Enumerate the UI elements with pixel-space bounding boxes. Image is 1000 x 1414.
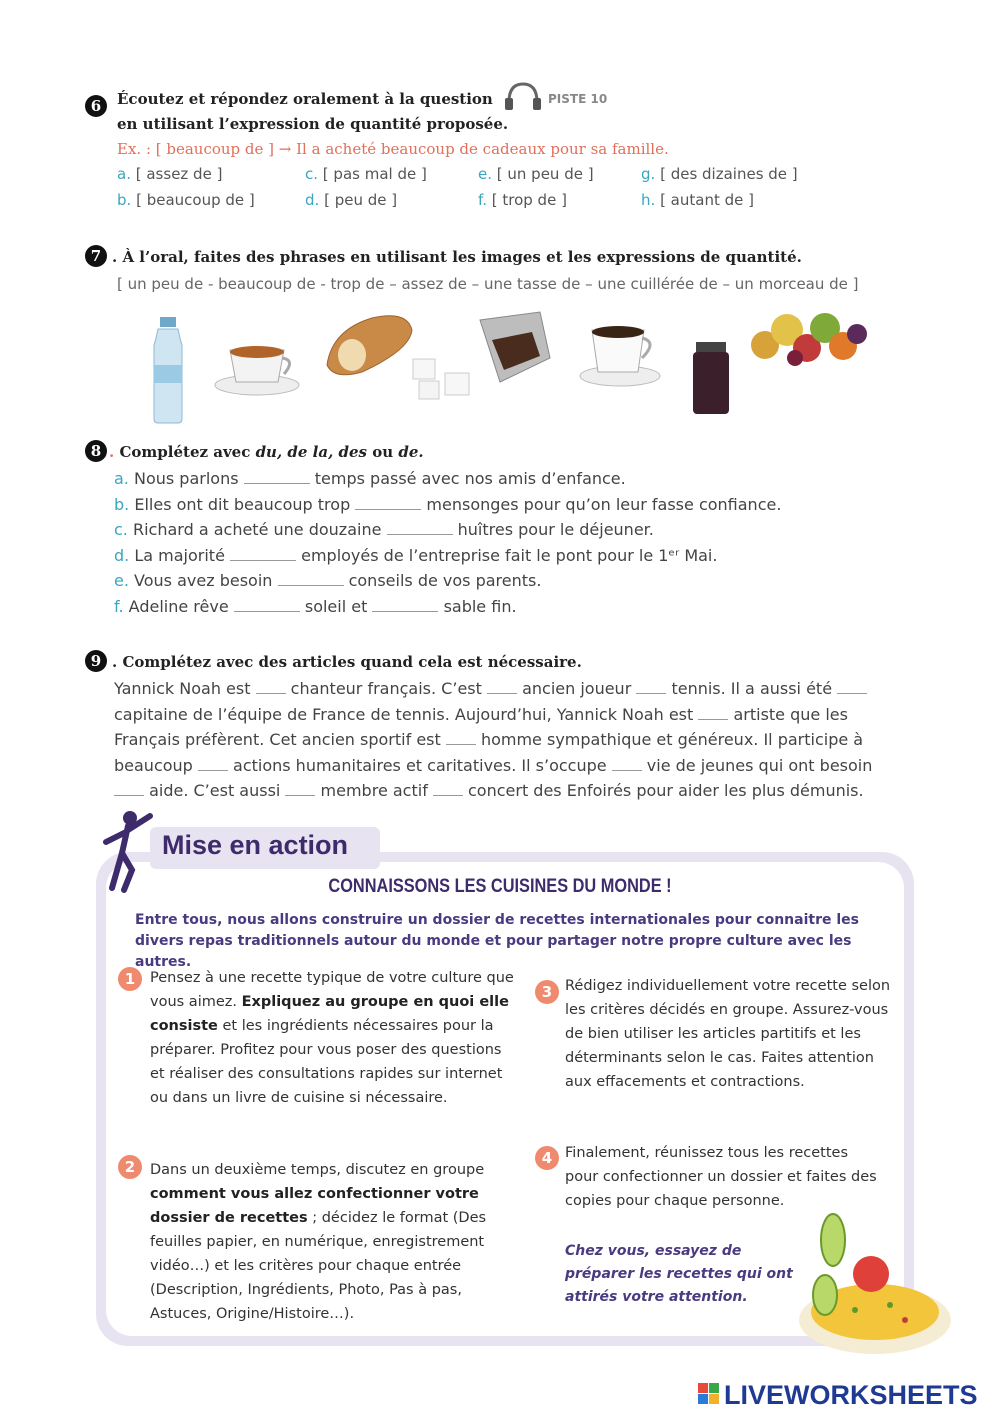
- blank-8f-2[interactable]: [372, 597, 438, 612]
- blank-9-3[interactable]: [636, 693, 666, 694]
- blank-8a[interactable]: [244, 469, 310, 484]
- step-3-text: Rédigez individuellement votre recette selon les critères décidés en groupe. Assurez-vous de bien utiliser les articles partitifs et les déterminants selon le cas. Faites attention aux effacements et contractions.: [565, 978, 891, 1090]
- blank-8c[interactable]: [387, 520, 453, 535]
- item-8a: a. Nous parlons temps passé avec nos amis d’enfance.: [114, 469, 626, 488]
- blank-9-4[interactable]: [837, 693, 867, 694]
- exercise-7-title: . À l’oral, faites des phrases en utilisant les images et les expressions de quantité.: [112, 248, 802, 266]
- blank-9-2[interactable]: [487, 693, 517, 694]
- mise-subtitle: CONNAISSONS LES CUISINES DU MONDE !: [328, 876, 672, 897]
- exercise-6-example: Ex. : [ beaucoup de ] → Il a acheté beaucoup de cadeaux pour sa famille.: [117, 140, 669, 158]
- option-d: d. [ peu de ]: [305, 191, 398, 209]
- blank-9-9[interactable]: [114, 795, 144, 796]
- fruits-icon: [745, 300, 870, 370]
- blank-9-6[interactable]: [446, 744, 476, 745]
- exercise-8-number: 8: [85, 440, 107, 462]
- step-4-badge: 4: [535, 1146, 559, 1170]
- headphones-icon: [503, 80, 543, 112]
- exercise-6-title-line2: en utilisant l’expression de quantité proposée.: [117, 115, 509, 133]
- jam-jar-icon: [690, 340, 732, 418]
- blank-9-11[interactable]: [433, 795, 463, 796]
- exercise-9-number: 9: [85, 650, 107, 672]
- option-h: h. [ autant de ]: [641, 191, 754, 209]
- step-1-badge: 1: [118, 967, 142, 991]
- exercise-9-text: Yannick Noah est chanteur français. C’est ancien joueur tennis. Il a aussi été capitaine de l’équipe de France de tennis. Aujourd’hui, Yannick Noah est artiste que les Français préfèrent. Cet ancien sportif est homme sympathique et généreux. Il participe à beaucoup actions humanitaires et caritatives. Il s’occupe vie de jeunes qui ont besoin aide. C’est aussi membre actif concert des Enfoirés pour aider les plus démunis.: [114, 679, 873, 800]
- option-b: b. [ beaucoup de ]: [117, 191, 255, 209]
- home-note: Chez vous, essayez de préparer les recettes qui ont attirés votre attention.: [565, 1243, 793, 1305]
- blank-9-8[interactable]: [612, 770, 642, 771]
- water-bottle-icon: [148, 315, 188, 425]
- item-8d: d. La majorité employés de l’entreprise fait le pont pour le 1ᵉʳ Mai.: [114, 546, 718, 565]
- option-c: c. [ pas mal de ]: [305, 165, 427, 183]
- mise-intro: Entre tous, nous allons construire un dossier de recettes internationales pour connaitre les divers repas traditionnels autour du monde et pour partager notre propre culture avec les autres.: [135, 912, 859, 970]
- option-a: a. [ assez de ]: [117, 165, 223, 183]
- item-8b: b. Elles ont dit beaucoup trop mensonges pour qu’on leur fasse confiance.: [114, 495, 782, 514]
- liveworksheets-logo-icon: [698, 1383, 720, 1405]
- chocolate-bar-icon: [470, 310, 555, 390]
- step-1-text: Pensez à une recette typique de votre culture que vous aimez. Expliquez au groupe en quoi elle consiste et les ingrédients nécessaires pour la préparer. Profitez pour vous poser des questions et réaliser des consultations rapides sur internet ou dans un livre de cuisine si nécessaire.: [150, 970, 514, 1106]
- coffee-cup-icon: [578, 320, 663, 390]
- food-plate-icon: [795, 1210, 955, 1360]
- item-8e: e. Vous avez besoin conseils de vos parents.: [114, 571, 542, 590]
- liveworksheets-brand[interactable]: LIVEWORKSHEETS: [724, 1380, 978, 1410]
- exercise-6-title-line1: Écoutez et répondez oralement à la question: [117, 90, 493, 108]
- exercise-8-title: . Complétez avec du, de la, des ou de.: [109, 443, 424, 461]
- step-3-badge: 3: [535, 980, 559, 1004]
- option-f: f. [ trop de ]: [478, 191, 567, 209]
- exercise-7-number: 7: [85, 245, 107, 267]
- item-8f: f. Adeline rêve soleil et sable fin.: [114, 597, 517, 616]
- step-2-badge: 2: [118, 1155, 142, 1179]
- bread-icon: [322, 310, 417, 380]
- item-8c: c. Richard a acheté une douzaine huîtres pour le déjeuner.: [114, 520, 654, 539]
- blank-9-7[interactable]: [198, 770, 228, 771]
- sugar-cubes-icon: [405, 355, 480, 405]
- blank-8e[interactable]: [278, 571, 344, 586]
- blank-8f-1[interactable]: [234, 597, 300, 612]
- blank-8d[interactable]: [230, 546, 296, 561]
- blank-9-5[interactable]: [698, 719, 728, 720]
- option-g: g. [ des dizaines de ]: [641, 165, 798, 183]
- tea-cup-icon: [212, 330, 302, 400]
- exercise-6-number: 6: [85, 95, 107, 117]
- option-e: e. [ un peu de ]: [478, 165, 594, 183]
- step-4-text: Finalement, réunissez tous les recettes pour confectionner un dossier et faites des copies pour chaque personne.: [565, 1145, 877, 1209]
- blank-8b[interactable]: [355, 495, 421, 510]
- mise-en-action-title: Mise en action: [162, 830, 349, 860]
- blank-9-10[interactable]: [285, 795, 315, 796]
- blank-9-1[interactable]: [256, 693, 286, 694]
- step-2-text: Dans un deuxième temps, discutez en groupe comment vous allez confectionner votre dossier de recettes ; décidez le format (Des feuilles papier, en numérique, enregistrement vidéo…) et les critères pour chaque entrée (Description, Ingrédients, Photo, Pas à pas, Astuces, Origine/Histoire…).: [150, 1162, 487, 1322]
- exercise-7-expressions: [ un peu de - beaucoup de - trop de – assez de – une tasse de – une cuillérée de – un morceau de ]: [117, 275, 859, 293]
- exercise-9-title: . Complétez avec des articles quand cela est nécessaire.: [112, 653, 582, 671]
- piste-label: PISTE 10: [548, 92, 608, 106]
